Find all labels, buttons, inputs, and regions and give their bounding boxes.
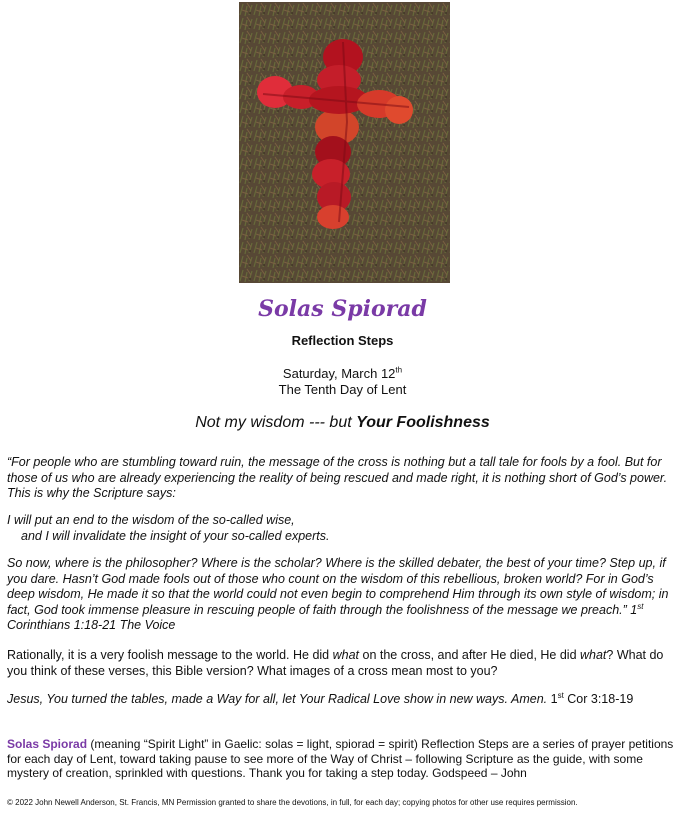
prayer-ref-b: Cor 3:18-19 bbox=[563, 692, 634, 706]
about-text: (meaning “Spirit Light” in Gaelic: solas = light, spiorad = spirit) Reflection Steps are a series of prayer petitions for each day of Lent, toward taking pause to see more of the Way of Christ – following Scripture as the guide, with some mystery of creation, sprinkled with questions. Thank you for taking a step today. Godspeed – John bbox=[7, 737, 674, 780]
day-line: The Tenth Day of Lent bbox=[278, 382, 407, 397]
scripture-ref-sup: st bbox=[637, 601, 644, 611]
prayer-ref-sup: st bbox=[557, 690, 564, 700]
scripture-paragraph-1: “For people who are stumbling toward ruin, the message of the cross is nothing but a tall tale for fools by a fool. But for those of us who are already experiencing the reality of being rescued and made right, it is nothing short of God’s power. This is why the Scripture says: bbox=[7, 455, 668, 500]
about-paragraph bbox=[7, 737, 679, 781]
date-suffix: th bbox=[395, 365, 403, 375]
prayer-text: Jesus, You turned the tables, made a Way for all, let Your Radical Love show in new ways. Amen. bbox=[7, 692, 548, 706]
heading-bold: Your Foolishness bbox=[356, 414, 490, 431]
scripture-text: So now, where is the philosopher? Where is the scholar? Where is the skilled debater, the best of your time? Step up, if you dare. Hasn’t God made fools out of those who count on the wisdom of this rebellious, broken world? For in God’s deep wisdom, He made it so that the world could not even begin to comprehend Him through its own style of wisdom; in fact, God took immense pleasure in rescuing people of faith through the foolishness of the message we preach.” 1 bbox=[7, 556, 669, 617]
reflection-what-2: what bbox=[580, 648, 607, 662]
reflection-text-b: on the cross, and after He died, He did bbox=[359, 648, 580, 662]
prayer-paragraph bbox=[7, 692, 679, 708]
copyright-footer: © 2022 John Newell Anderson, St. Francis, MN Permission granted to share the devotions, in full, for each day; copying photos for other use requires permission. bbox=[7, 798, 578, 807]
subtitle: Reflection Steps bbox=[291, 333, 394, 348]
quote-line-1: I will put an end to the wisdom of the so-called wise, bbox=[7, 513, 295, 527]
prayer-ref-a: 1 bbox=[547, 692, 558, 706]
reflection-what-1: what bbox=[332, 648, 360, 662]
heading-plain: Not my wisdom --- but bbox=[195, 414, 357, 431]
about-brand: Solas Spiorad bbox=[7, 737, 88, 751]
reflection-heading bbox=[0, 414, 685, 432]
cross-photo bbox=[239, 2, 450, 283]
date-line: Saturday, March 12 bbox=[282, 366, 396, 381]
scripture-ref: Corinthians 1:18-21 The Voice bbox=[7, 618, 176, 632]
brand-title: Solas Spiorad bbox=[258, 296, 427, 322]
reflection-text-a: Rationally, it is a very foolish message to the world. He did bbox=[7, 648, 333, 662]
reflection-text-c: ? What do you think of these verses, this Bible version? What images of a cross mean most to you? bbox=[7, 648, 664, 678]
scripture-paragraph-2 bbox=[7, 556, 679, 634]
date-block bbox=[0, 366, 685, 398]
maple-leaf-cross-icon bbox=[239, 2, 450, 283]
scripture-quote bbox=[7, 513, 679, 544]
quote-line-2: and I will invalidate the insight of your so-called experts. bbox=[21, 528, 330, 543]
reflection-paragraph bbox=[7, 648, 679, 679]
